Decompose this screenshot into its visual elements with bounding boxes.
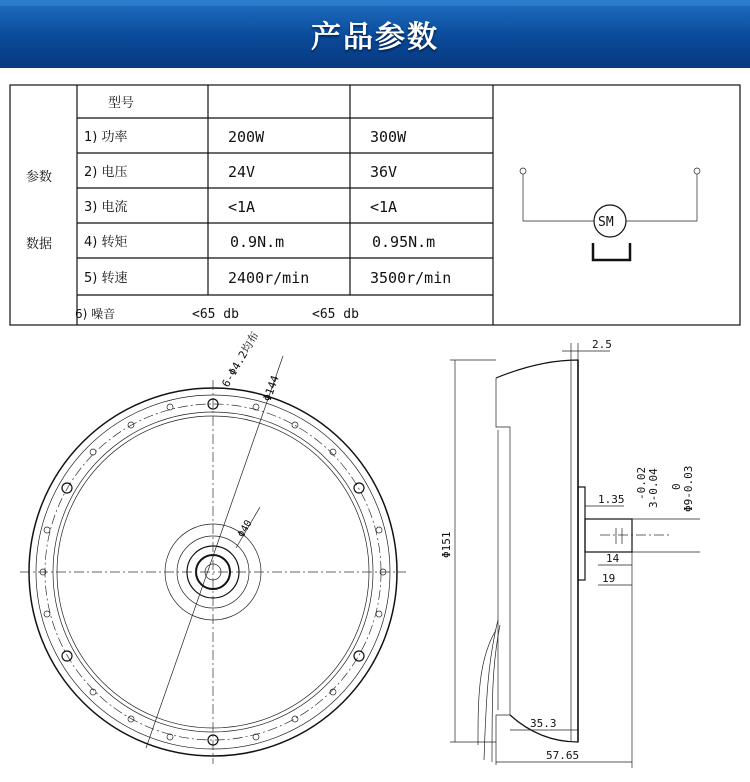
data-label: 数据 — [26, 237, 53, 252]
row-power-v2: 300W — [370, 128, 407, 146]
dim-14: 14 — [606, 552, 620, 565]
page-title: 产品参数 — [311, 20, 439, 55]
row-voltage-label: 2) 电压 — [84, 165, 128, 180]
row-speed-label: 5) 转速 — [84, 271, 128, 286]
row-noise-label: 6) 噪音 — [75, 307, 116, 321]
row-torque-label: 4) 转矩 — [84, 235, 128, 250]
row-noise-v1: <65 db — [192, 307, 239, 322]
symbol-text: SM — [598, 215, 614, 230]
spec-table — [10, 85, 740, 325]
row-voltage-v1: 24V — [228, 163, 256, 181]
params-label: 参数 — [26, 170, 53, 185]
motor-symbol — [520, 168, 700, 260]
dim-151: Φ151 — [440, 531, 453, 558]
dim-57-65: 57.65 — [546, 749, 580, 762]
row-power-label: 1) 功率 — [84, 130, 128, 145]
row-voltage-v2: 36V — [370, 163, 398, 181]
model-header: 型号 — [108, 96, 135, 111]
holes-note: 6-Φ4.2均布 — [219, 329, 262, 390]
side-view — [440, 338, 700, 768]
tol-b2: Φ9-0.03 — [682, 465, 695, 512]
dim-35-3: 35.3 — [530, 717, 557, 730]
pcd-label: Φ144 — [260, 373, 282, 404]
tol-b1: 0 — [670, 483, 683, 490]
center-label: Φ40 — [236, 518, 255, 540]
front-view — [20, 329, 406, 764]
row-noise-v2: <65 db — [312, 307, 359, 322]
row-current-label: 3) 电流 — [84, 200, 128, 215]
tol-a1: -0.02 — [635, 466, 648, 500]
row-power-v1: 200W — [228, 128, 265, 146]
row-torque-v2: 0.95N.m — [372, 233, 436, 251]
row-current-v2: <1A — [370, 198, 398, 216]
tol-a2: 3-0.04 — [647, 468, 660, 508]
dim-1-35: 1.35 — [598, 493, 625, 506]
dim-19: 19 — [602, 572, 616, 585]
row-current-v1: <1A — [228, 198, 256, 216]
row-speed-v2: 3500r/min — [370, 269, 452, 287]
dim-2-5: 2.5 — [592, 338, 612, 351]
row-speed-v1: 2400r/min — [228, 269, 310, 287]
row-torque-v1: 0.9N.m — [230, 233, 285, 251]
